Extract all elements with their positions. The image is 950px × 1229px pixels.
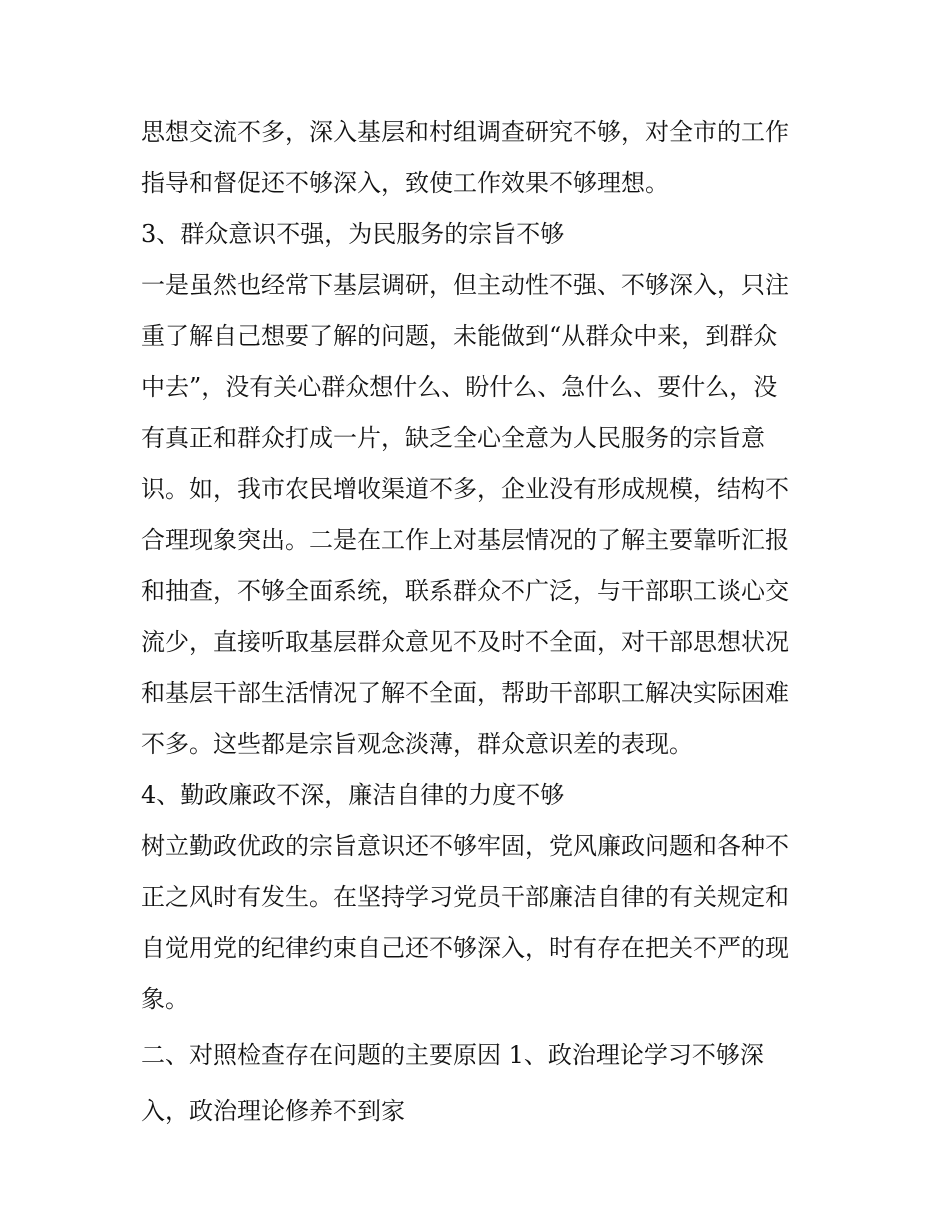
text-line: 入，政治理论修养不到家 — [141, 1097, 405, 1125]
text-line: 象。 — [141, 985, 189, 1013]
text-line: 和抽查，不够全面系统，联系群众不广泛，与干部职工谈心交 — [141, 577, 789, 605]
text-line: 重了解自己想要了解的问题，未能做到“从群众中来，到群众 — [141, 322, 778, 350]
text-line: 自觉用党的纪律约束自己还不够深入，时有存在把关不严的现 — [141, 934, 789, 962]
text-line: 合理现象突出。二是在工作上对基层情况的了解主要靠听汇报 — [141, 526, 789, 554]
text-line: 流少，直接听取基层群众意见不及时不全面，对干部思想状况 — [141, 628, 789, 656]
section-heading-2: 二、对照检查存在问题的主要原因 1、政治理论学习不够深 — [141, 1041, 764, 1069]
section-heading-4: 4、勤政廉政不深，廉洁自律的力度不够 — [141, 781, 565, 809]
text-line: 和基层干部生活情况了解不全面，帮助干部职工解决实际困难 — [141, 679, 789, 707]
text-line: 中去”，没有关心群众想什么、盼什么、急什么、要什么，没 — [141, 373, 778, 401]
section-heading-3: 3、群众意识不强，为民服务的宗旨不够 — [141, 220, 565, 248]
text-line: 识。如，我市农民增收渠道不多，企业没有形成规模，结构不 — [141, 475, 789, 503]
text-line: 不多。这些都是宗旨观念淡薄，群众意识差的表现。 — [141, 730, 693, 758]
text-line: 有真正和群众打成一片，缺乏全心全意为人民服务的宗旨意 — [141, 424, 765, 452]
text-line: 树立勤政优政的宗旨意识还不够牢固，党风廉政问题和各种不 — [141, 832, 789, 860]
text-line: 思想交流不多，深入基层和村组调查研究不够，对全市的工作 — [141, 118, 789, 146]
text-line: 指导和督促还不够深入，致使工作效果不够理想。 — [141, 169, 669, 197]
document-body — [141, 107, 821, 1137]
text-line: 一是虽然也经常下基层调研，但主动性不强、不够深入，只注 — [141, 271, 789, 299]
text-line: 正之风时有发生。在坚持学习党员干部廉洁自律的有关规定和 — [141, 883, 789, 911]
